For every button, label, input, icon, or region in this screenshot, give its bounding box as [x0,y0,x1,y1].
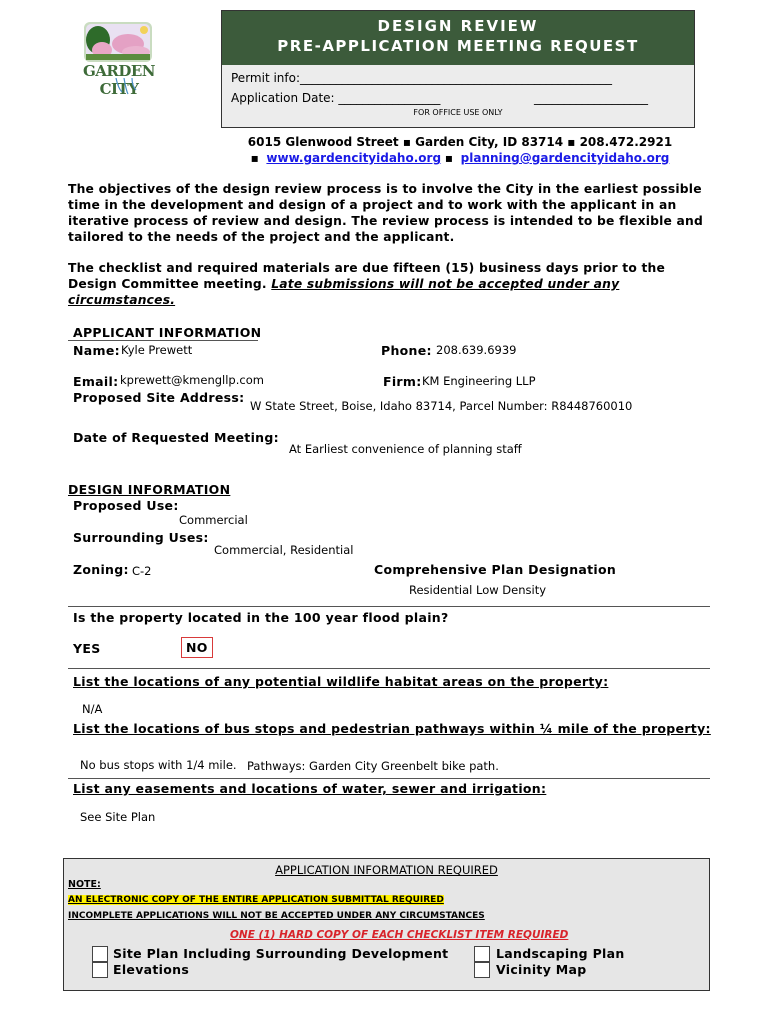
wildlife-answer[interactable]: N/A [82,702,103,716]
form-title: DESIGN REVIEW [377,17,539,35]
application-date-line [231,91,440,105]
flood-yes-option[interactable]: YES [73,641,101,656]
checklist-paragraph [68,260,708,308]
bullet: ▪ [444,151,453,165]
permit-info-label: Permit info: [231,71,301,85]
elevations-checkbox[interactable] [92,962,108,978]
surrounding-uses-label: Surrounding Uses: [73,530,209,545]
objectives-paragraph: The objectives of the design review process is to involve the City in the earliest possible time in the development and design of a project and to work with the applicant in an iterative process of review and design. The review process is intended to be flexible and tailored to the needs of the project and the applicant. [68,182,704,244]
name-value[interactable]: Kyle Prewett [121,343,193,357]
incomplete-note: INCOMPLETE APPLICATIONS WILL NOT BE ACCEPTED UNDER ANY CIRCUMSTANCES [68,911,485,921]
vicinity-map-label: Vicinity Map [496,962,587,977]
meeting-date-label: Date of Requested Meeting: [73,430,279,445]
easements-answer[interactable]: See Site Plan [80,810,156,824]
form-subtitle: PRE-APPLICATION MEETING REQUEST [277,37,639,55]
vicinity-map-checkbox[interactable] [474,962,490,978]
meeting-date-value[interactable]: At Earliest convenience of planning staff [289,442,522,456]
zoning-label: Zoning: [73,562,129,577]
hard-copy-note: ONE (1) HARD COPY OF EACH CHECKLIST ITEM REQUIRED [230,929,569,941]
name-label: Name: [73,343,120,358]
site-plan-label: Site Plan Including Surrounding Development [113,946,449,961]
wildlife-question: List the locations of any potential wildlife habitat areas on the property: [73,674,609,689]
garden-city-logo [62,20,174,98]
site-address-label: Proposed Site Address: [73,390,245,405]
phone-value[interactable]: 208.639.6939 [436,343,517,357]
comp-plan-label: Comprehensive Plan Designation [374,562,617,577]
logo-text: GARDEN CITY [82,62,156,98]
email-label: Email: [73,374,119,389]
phone-label: Phone: [381,343,432,358]
easements-question: List any easements and locations of water, sewer and irrigation: [73,781,547,796]
office-use-label: FOR OFFICE USE ONLY [413,108,503,117]
bus-stops-answer[interactable]: No bus stops with 1/4 mile. [80,758,237,772]
design-heading: DESIGN INFORMATION [68,482,231,497]
email-link[interactable]: planning@gardencityidaho.org [460,151,670,165]
email-value[interactable]: kprewett@kmengllp.com [120,373,264,387]
late-submission-text: Late submissions will not be accepted under any circumstances. [68,277,620,307]
divider [68,668,710,669]
permit-info-field[interactable]: ____________________________________________________ [300,71,613,85]
pathways-answer[interactable]: Pathways: Garden City Greenbelt bike path. [247,759,499,773]
application-date-label: Application Date: [231,91,335,105]
elevations-label: Elevations [113,962,190,977]
web-line [200,151,720,165]
firm-label: Firm: [383,374,422,389]
permit-info-line [231,71,612,85]
site-plan-checkbox[interactable] [92,946,108,962]
checklist-text: The checklist and required materials are due fifteen (15) business days prior to the Design Committee meeting. [68,261,666,291]
bullet: ▪ [250,151,259,165]
requirements-box [63,858,710,991]
surrounding-uses-value[interactable]: Commercial, Residential [214,543,354,557]
address-line: 6015 Glenwood Street ▪ Garden City, ID 83714 ▪ 208.472.2921 [247,135,673,149]
logo-drips [114,78,138,96]
proposed-use-label: Proposed Use: [73,498,179,513]
application-date-field[interactable]: _________________ [338,91,441,105]
zoning-value[interactable]: C-2 [132,564,152,578]
bus-stops-question: List the locations of bus stops and pedestrian pathways within ¼ mile of the property: [73,721,711,736]
proposed-use-value[interactable]: Commercial [179,513,248,527]
requirements-heading: APPLICATION INFORMATION REQUIRED [275,863,498,877]
divider [68,340,258,341]
header-box [221,10,695,128]
applicant-heading: APPLICANT INFORMATION [73,325,262,340]
divider [68,606,710,607]
comp-plan-value[interactable]: Residential Low Density [409,583,547,597]
office-date-field[interactable]: ___________________ [534,91,648,105]
site-address-value[interactable]: W State Street, Boise, Idaho 83714, Parcel Number: R8448760010 [250,399,633,413]
landscaping-checkbox[interactable] [474,946,490,962]
note-label: NOTE: [68,879,101,890]
website-link[interactable]: www.gardencityidaho.org [266,151,442,165]
firm-value[interactable]: KM Engineering LLP [422,374,536,388]
flood-no-option[interactable]: NO [181,637,213,658]
flood-plain-question: Is the property located in the 100 year flood plain? [73,610,449,625]
electronic-copy-note: AN ELECTRONIC COPY OF THE ENTIRE APPLICATION SUBMITTAL REQUIRED [68,895,444,905]
landscaping-label: Landscaping Plan [496,946,625,961]
divider [68,778,710,779]
